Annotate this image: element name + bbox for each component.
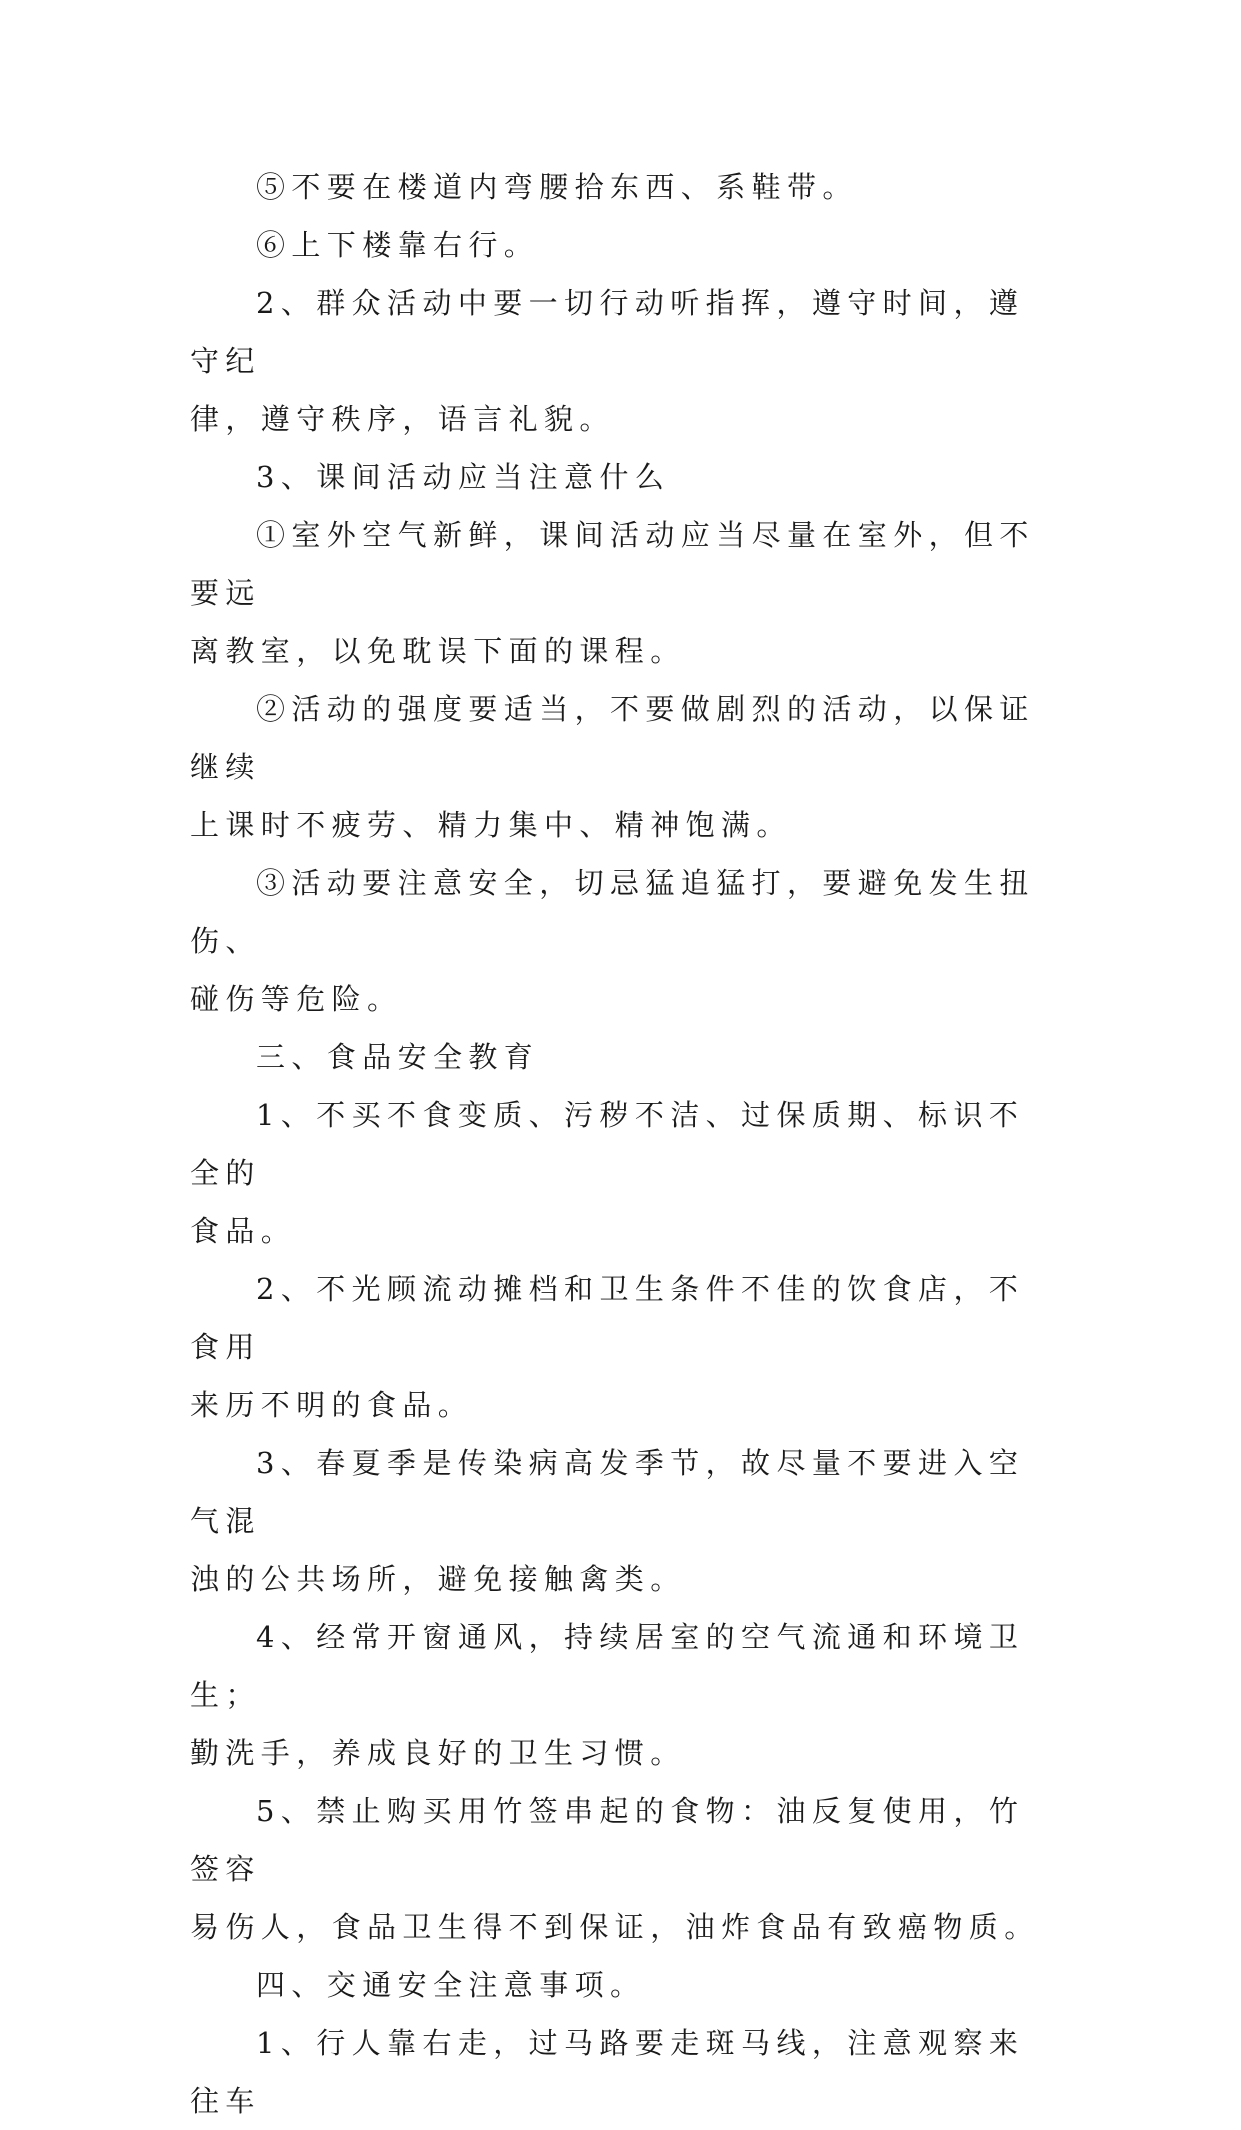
- paragraph: [190, 1086, 1050, 1260]
- section-heading: [190, 1028, 1050, 1086]
- paragraph-line: 勤洗手，养成良好的卫生习惯。: [190, 1736, 686, 1770]
- paragraph-line: 三、食品安全教育: [256, 1040, 540, 1074]
- paragraph-line: 碰伤等危险。: [190, 982, 403, 1016]
- paragraph: [190, 854, 1050, 1028]
- paragraph-line: 1、不买不食变质、污秽不洁、过保质期、标识不全的: [190, 1098, 1025, 1190]
- paragraph: [190, 1782, 1050, 1956]
- paragraph: [190, 448, 1050, 506]
- section-heading: [190, 1956, 1050, 2014]
- paragraph-line: 上课时不疲劳、精力集中、精神饱满。: [190, 808, 792, 842]
- paragraph: [190, 1260, 1050, 1434]
- paragraph-line: 离教室，以免耽误下面的课程。: [190, 634, 686, 668]
- paragraph: [190, 216, 1050, 274]
- paragraph-line: ⑤不要在楼道内弯腰拾东西、系鞋带。: [256, 170, 858, 204]
- paragraph-line: 来历不明的食品。: [190, 1388, 474, 1422]
- paragraph-line: 1、行人靠右走，过马路要走斑马线，注意观察来往车: [190, 2026, 1025, 2118]
- paragraph-line: 5、禁止购买用竹签串起的食物：油反复使用，竹签容: [190, 1794, 1025, 1886]
- paragraph-line: ①室外空气新鲜，课间活动应当尽量在室外，但不要远: [190, 518, 1035, 610]
- paragraph: [190, 680, 1050, 854]
- paragraph-line: 浊的公共场所，避免接触禽类。: [190, 1562, 686, 1596]
- paragraph-line: 3、春夏季是传染病高发季节，故尽量不要进入空气混: [190, 1446, 1025, 1538]
- paragraph-line: 4、经常开窗通风，持续居室的空气流通和环境卫生；: [190, 1620, 1025, 1712]
- paragraph-line: 2、群众活动中要一切行动听指挥，遵守时间，遵守纪: [190, 286, 1025, 378]
- paragraph-line: ②活动的强度要适当，不要做剧烈的活动，以保证继续: [190, 692, 1035, 784]
- paragraph-line: 2、不光顾流动摊档和卫生条件不佳的饮食店，不食用: [190, 1272, 1025, 1364]
- paragraph: [190, 2014, 1050, 2130]
- paragraph: [190, 274, 1050, 448]
- paragraph-line: 食品。: [190, 1214, 297, 1248]
- document-body: [190, 158, 1050, 2130]
- paragraph-line: 四、交通安全注意事项。: [256, 1968, 646, 2002]
- paragraph: [190, 1434, 1050, 1608]
- paragraph-line: 易伤人，食品卫生得不到保证，油炸食品有致癌物质。: [190, 1910, 1040, 1944]
- paragraph: [190, 1608, 1050, 1782]
- paragraph: [190, 506, 1050, 680]
- paragraph-line: 律，遵守秩序，语言礼貌。: [190, 402, 615, 436]
- paragraph-line: ⑥上下楼靠右行。: [256, 228, 540, 262]
- paragraph: [190, 158, 1050, 216]
- paragraph-line: 3、课间活动应当注意什么: [256, 460, 671, 494]
- paragraph-line: ③活动要注意安全，切忌猛追猛打，要避免发生扭伤、: [190, 866, 1035, 958]
